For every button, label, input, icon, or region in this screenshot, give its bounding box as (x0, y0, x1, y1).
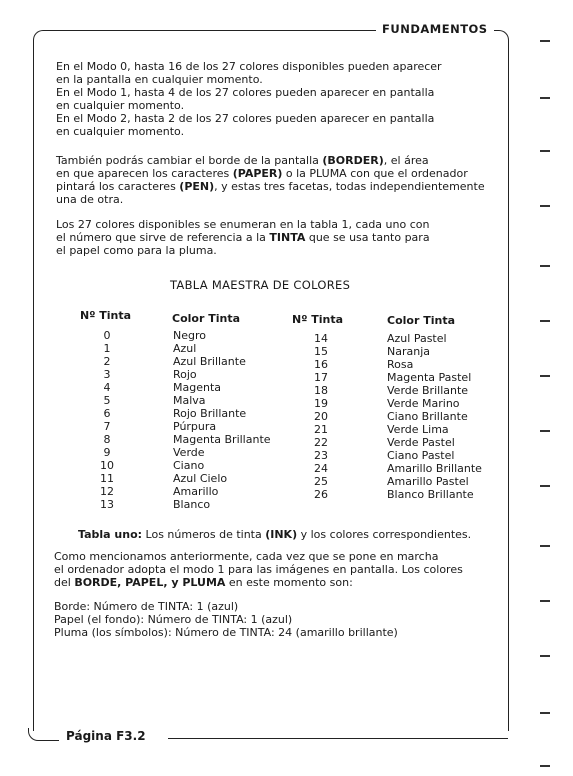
ink-color-name: Verde Marino (387, 397, 460, 410)
ink-number: 6 (103, 407, 111, 420)
table-row (0, 410, 573, 423)
ink-number: 3 (103, 368, 111, 381)
ink-color-name: Azul Brillante (173, 355, 246, 368)
binding-mark (540, 205, 550, 207)
binding-mark (540, 430, 550, 432)
table-title: TABLA MAESTRA DE COLORES (170, 278, 351, 292)
border-paragraph (56, 154, 485, 206)
ink-color-name: Azul Cielo (173, 472, 228, 485)
text-line: en que aparecen los caracteres (PAPER) o la PLUMA con que el ordenador (56, 167, 468, 180)
ink-color-name: Magenta Brillante (173, 433, 271, 446)
binding-mark (540, 150, 550, 152)
text-line: En el Modo 0, hasta 16 de los 27 colores disponibles pueden aparecer (56, 60, 442, 73)
binding-mark (540, 712, 550, 714)
ink-number: 26 (314, 488, 328, 501)
binding-mark (540, 765, 550, 767)
ink-color-name: Azul (173, 342, 197, 355)
ink-color-name: Rojo Brillante (173, 407, 247, 420)
table-row (0, 475, 573, 488)
ink-number: 15 (314, 345, 328, 358)
text-line: Como mencionamos anteriormente, cada vez que se pone en marcha (54, 550, 439, 563)
ink-color-name: Magenta (173, 381, 222, 394)
text-line: el ordenador adopta el modo 1 para las imágenes en pantalla. Los colores (54, 563, 463, 576)
ink-color-name: Ciano (173, 459, 205, 472)
text-line: en la pantalla en cualquier momento. (56, 73, 263, 86)
ink-color-name: Ciano Pastel (387, 449, 455, 462)
table-row (0, 397, 573, 410)
frame-bottom-rule (168, 738, 508, 739)
text-line: el papel como para la pluma. (56, 244, 217, 257)
ink-color-name: Verde Pastel (387, 436, 455, 449)
ink-number: 8 (103, 433, 111, 446)
header-ink-color: Color Tinta (387, 314, 455, 327)
binding-mark (540, 97, 550, 99)
table-row (0, 345, 573, 358)
ink-number: 23 (314, 449, 328, 462)
ink-number: 20 (314, 410, 328, 423)
ink-number: 1 (103, 342, 111, 355)
ink-color-name: Malva (173, 394, 206, 407)
frame-corner (28, 728, 59, 741)
binding-mark (540, 655, 550, 657)
text-line: en cualquier momento. (56, 99, 185, 112)
ink-color-name: Púrpura (173, 420, 217, 433)
binding-mark (540, 265, 550, 267)
ink-color-name: Blanco (173, 498, 211, 511)
ink-number: 13 (100, 498, 114, 511)
ink-number: 11 (100, 472, 114, 485)
ink-number: 16 (314, 358, 328, 371)
header-ink-color: Color Tinta (172, 312, 240, 325)
ink-color-name: Verde (173, 446, 205, 459)
text-line: Los 27 colores disponibles se enumeran en la tabla 1, cada uno con (56, 218, 430, 231)
paper-setting: Papel (el fondo): Número de TINTA: 1 (azul) (54, 613, 293, 626)
ink-color-name: Blanco Brillante (387, 488, 474, 501)
colors-paragraph (56, 218, 430, 257)
binding-mark (540, 40, 550, 42)
binding-mark (540, 320, 550, 322)
binding-mark (540, 600, 550, 602)
ink-number: 18 (314, 384, 328, 397)
ink-number: 2 (103, 355, 111, 368)
table-row (0, 436, 573, 449)
ink-number: 17 (314, 371, 328, 384)
ink-color-name: Naranja (387, 345, 431, 358)
ink-number: 25 (314, 475, 328, 488)
ink-number: 4 (103, 381, 111, 394)
binding-mark (540, 485, 550, 487)
table-row (0, 358, 573, 371)
table-row (0, 488, 573, 501)
text-line: del BORDE, PAPEL, y PLUMA en este momento son: (54, 576, 353, 589)
ink-number: 21 (314, 423, 328, 436)
table-caption: Tabla uno: Los números de tinta (INK) y los colores correspondientes. (78, 528, 472, 541)
ink-number: 22 (314, 436, 328, 449)
ink-color-name: Verde Brillante (387, 384, 469, 397)
text-line: En el Modo 1, hasta 4 de los 27 colores pueden aparecer en pantalla (56, 86, 435, 99)
pen-setting: Pluma (los símbolos): Número de TINTA: 24 (amarillo brillante) (54, 626, 398, 639)
ink-number: 7 (103, 420, 111, 433)
text-line: una de otra. (56, 193, 124, 206)
table-row (0, 371, 573, 384)
text-line: el número que sirve de referencia a la TINTA que se usa tanto para (56, 231, 430, 244)
table-row (0, 462, 573, 475)
table-row (0, 384, 573, 397)
ink-number: 14 (314, 332, 328, 345)
header-ink-number: Nº Tinta (292, 313, 344, 326)
ink-color-name: Azul Pastel (387, 332, 447, 345)
startup-paragraph (54, 550, 463, 589)
ink-number: 19 (314, 397, 328, 410)
ink-number: 24 (314, 462, 328, 475)
binding-mark (540, 545, 550, 547)
binding-marks (540, 0, 560, 776)
section-title: FUNDAMENTOS (376, 22, 494, 36)
border-setting: Borde: Número de TINTA: 1 (azul) (54, 600, 239, 613)
ink-color-name: Rosa (387, 358, 414, 371)
ink-color-name: Amarillo Brillante (387, 462, 482, 475)
ink-color-name: Amarillo (173, 485, 219, 498)
ink-number: 12 (100, 485, 114, 498)
ink-color-name: Rojo (173, 368, 197, 381)
header-ink-number: Nº Tinta (80, 309, 132, 322)
table-row (0, 423, 573, 436)
ink-color-name: Magenta Pastel (387, 371, 472, 384)
ink-number: 5 (103, 394, 111, 407)
ink-color-name: Verde Lima (387, 423, 449, 436)
text-line: en cualquier momento. (56, 125, 185, 138)
ink-color-name: Amarillo Pastel (387, 475, 469, 488)
text-line: En el Modo 2, hasta 2 de los 27 colores pueden aparecer en pantalla (56, 112, 435, 125)
ink-number: 9 (103, 446, 111, 459)
ink-number: 10 (100, 459, 114, 472)
text-line: pintará los caracteres (PEN), y estas tres facetas, todas independientemente (56, 180, 485, 193)
table-row (0, 332, 573, 345)
page-number: Página F3.2 (66, 729, 146, 743)
ink-number: 0 (103, 329, 111, 342)
intro-paragraph (56, 60, 442, 138)
default-settings (54, 600, 398, 639)
ink-color-name: Ciano Brillante (387, 410, 468, 423)
table-row (0, 449, 573, 462)
binding-mark (540, 375, 550, 377)
ink-color-name: Negro (173, 329, 206, 342)
text-line: También podrás cambiar el borde de la pantalla (BORDER), el área (56, 154, 429, 167)
